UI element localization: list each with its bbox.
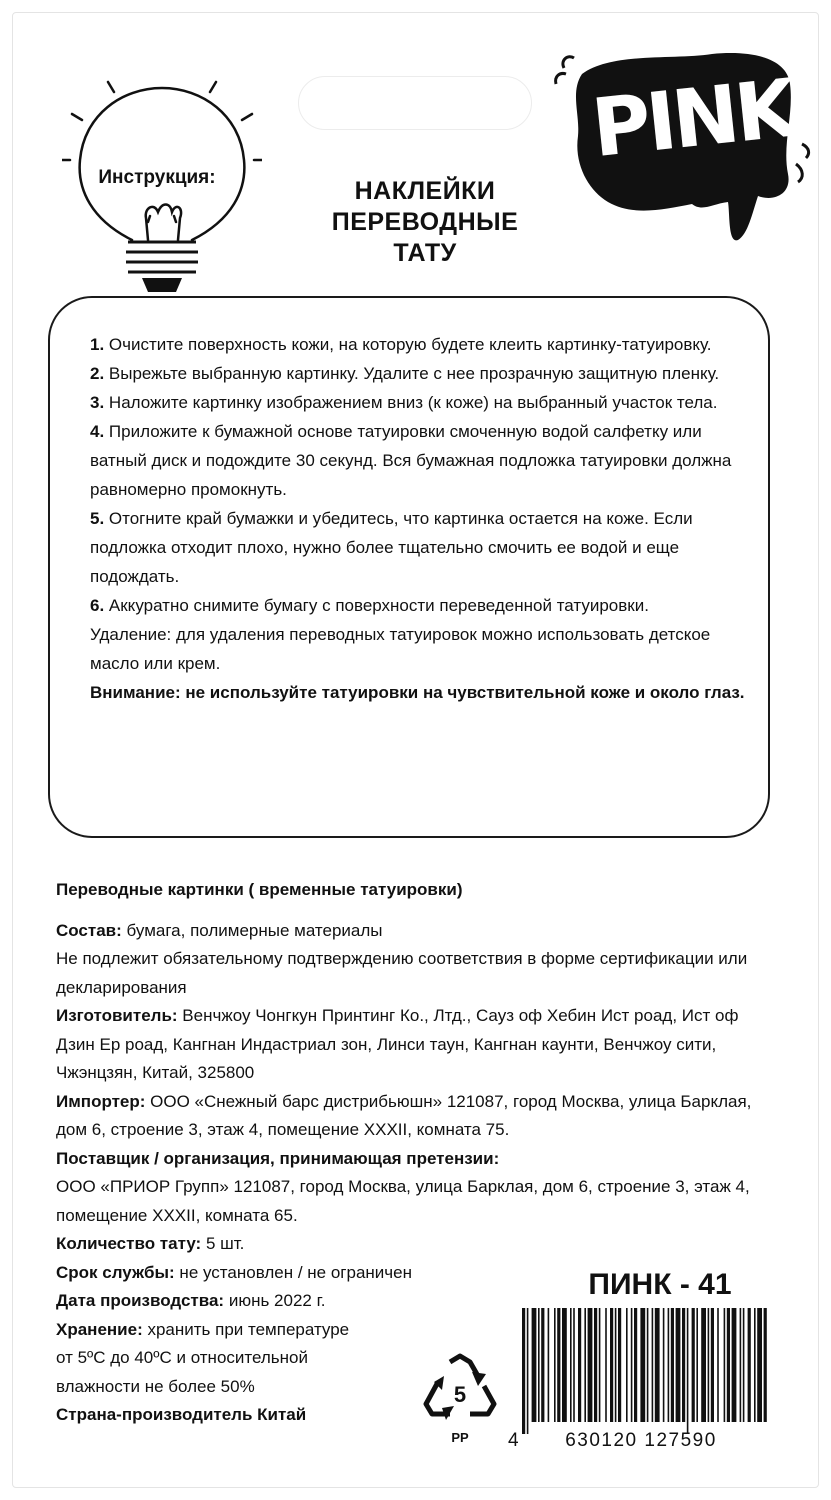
title-line-2: ПЕРЕВОДНЫЕ — [331, 208, 519, 236]
barcode-bar — [562, 1308, 567, 1422]
recycle-number: 5 — [453, 1382, 467, 1407]
barcode-bar — [764, 1308, 767, 1422]
barcode-bar — [663, 1308, 665, 1422]
instruction-step: 1. Очистите поверхность кожи, на которую будете клеить картинку-татуировку. — [90, 335, 712, 354]
barcode-bar — [557, 1308, 560, 1422]
barcode-digits: 630120 127590 — [565, 1430, 717, 1451]
barcode — [508, 1308, 774, 1434]
barcode-bar — [631, 1308, 633, 1422]
instruction-step: 2. Вырежьте выбранную картинку. Удалите с нее прозрачную защитную пленку. — [90, 364, 720, 383]
barcode-bar — [554, 1308, 556, 1422]
barcode-bar — [522, 1308, 525, 1434]
barcode-bar — [717, 1308, 719, 1422]
barcode-bar — [711, 1308, 714, 1422]
barcode-bar — [696, 1308, 698, 1422]
storage: Хранение: хранить при температуре — [56, 1319, 350, 1339]
barcode-bar — [655, 1308, 660, 1422]
lightbulb-icon — [62, 80, 262, 300]
removal-note: Удаление: для удаления переводных татуировок можно использовать детское масло или крем. — [90, 625, 711, 673]
instruction-step: 5. Отогните край бумажки и убедитесь, что картинка остается на коже. Если подложка отходит плохо, нужно более тщательно смочить ее водой и еще подождать. — [90, 509, 693, 586]
title-line-3: ТАТУ — [393, 239, 457, 267]
barcode-bar — [610, 1308, 613, 1422]
manufacturer: Изготовитель: Венчжоу Чонгкун Принтинг Ко., Лтд., Сауз оф Хебин Ист роад, Ист оф Дзин Ер роад, Кангнан Индастриал зон, Линси таун, Кангнан каунти, Венчжоу сити, Чжэнцзян, Китай, 325800 — [56, 1006, 739, 1082]
barcode-bar — [527, 1308, 529, 1434]
barcode-bar — [748, 1308, 751, 1422]
production-date: Дата производства: июнь 2022 г. — [56, 1291, 326, 1310]
quantity: Количество тату: 5 шт. — [56, 1234, 245, 1253]
supplier-label: Поставщик / организация, принимающая претензии: — [56, 1148, 500, 1168]
barcode-bar — [652, 1308, 654, 1422]
barcode-bar — [668, 1308, 670, 1422]
barcode-bar — [634, 1308, 637, 1422]
info-heading: Переводные картинки ( временные татуировки) — [56, 880, 463, 899]
barcode-bar — [743, 1308, 745, 1422]
barcode-bar — [615, 1308, 617, 1422]
barcode-bar — [708, 1308, 710, 1422]
barcode-bar — [640, 1308, 645, 1422]
barcode-bar — [599, 1308, 601, 1422]
barcode-bar — [724, 1308, 726, 1422]
country: Страна-производитель Китай — [56, 1405, 307, 1424]
storage-line-2: от 5ºС до 40ºС и относительной — [56, 1348, 308, 1367]
barcode-bar — [573, 1308, 575, 1422]
barcode-bar — [538, 1308, 540, 1422]
product-title — [290, 176, 560, 269]
barcode-bar — [732, 1308, 737, 1422]
instruction-step: 4. Приложите к бумажной основе татуировки смоченную водой салфетку или ватный диск и подождите 30 секунд. Вся бумажная подложка татуировки должна равномерно промокнуть. — [90, 422, 732, 499]
barcode-bar — [594, 1308, 597, 1422]
instructions-box — [48, 296, 770, 838]
barcode-lead-digit: 4 — [508, 1430, 519, 1451]
barcode-bar — [701, 1308, 706, 1422]
barcode-bar — [532, 1308, 537, 1422]
importer: Импортер: ООО «Снежный барс дистрибьюшн» 121087, город Москва, улица Барклая, дом 6, строение 3, этаж 4, помещение XXXII, комната 75. — [56, 1091, 752, 1139]
instruction-label: Инструкция: — [98, 167, 216, 188]
barcode-bar — [605, 1308, 607, 1422]
certification: Не подлежит обязательному подтверждению соответствия в форме сертификации или декларирования — [56, 949, 748, 997]
title-line-1: НАКЛЕЙКИ — [354, 177, 496, 205]
composition: Состав: бумага, полимерные материалы — [56, 920, 383, 940]
supplier: ООО «ПРИОР Групп» 121087, город Москва, улица Барклая, дом 6, строение 3, этаж 4, помещение XXXII, комната 65. — [56, 1177, 750, 1225]
barcode-bar — [570, 1308, 572, 1422]
recycle-material: PP — [451, 1430, 469, 1445]
barcode-bar — [541, 1308, 544, 1422]
product-code: ПИНК - 41 — [588, 1268, 732, 1301]
storage-line-3: влажности не более 50% — [56, 1376, 255, 1396]
warning-note: Внимание: не используйте татуировки на чувствительной коже и около глаз. — [90, 683, 745, 702]
barcode-bar — [584, 1308, 586, 1422]
barcode-bar — [692, 1308, 695, 1422]
barcode-bar — [740, 1308, 742, 1422]
barcode-bar — [727, 1308, 730, 1422]
barcode-bar — [578, 1308, 581, 1422]
barcode-bar — [757, 1308, 762, 1422]
barcode-bar — [682, 1308, 685, 1422]
instruction-step: 6. Аккуратно снимите бумагу с поверхности переведенной татуировки. — [90, 596, 649, 615]
barcode-bar — [687, 1308, 689, 1434]
barcode-bar — [626, 1308, 628, 1422]
pink-logo-text: PINK — [587, 61, 798, 176]
barcode-bar — [647, 1308, 649, 1422]
hang-hole — [298, 76, 532, 130]
lifetime: Срок службы: не установлен / не ограничен — [56, 1262, 412, 1282]
barcode-bar — [676, 1308, 681, 1422]
barcode-bar — [618, 1308, 621, 1422]
barcode-bar — [754, 1308, 756, 1422]
barcode-bar — [548, 1308, 550, 1422]
barcode-bar — [671, 1308, 674, 1422]
instruction-step: 3. Наложите картинку изображением вниз (к коже) на выбранный участок тела. — [90, 393, 718, 412]
recycle-icon — [420, 1352, 500, 1452]
barcode-bar — [588, 1308, 593, 1422]
